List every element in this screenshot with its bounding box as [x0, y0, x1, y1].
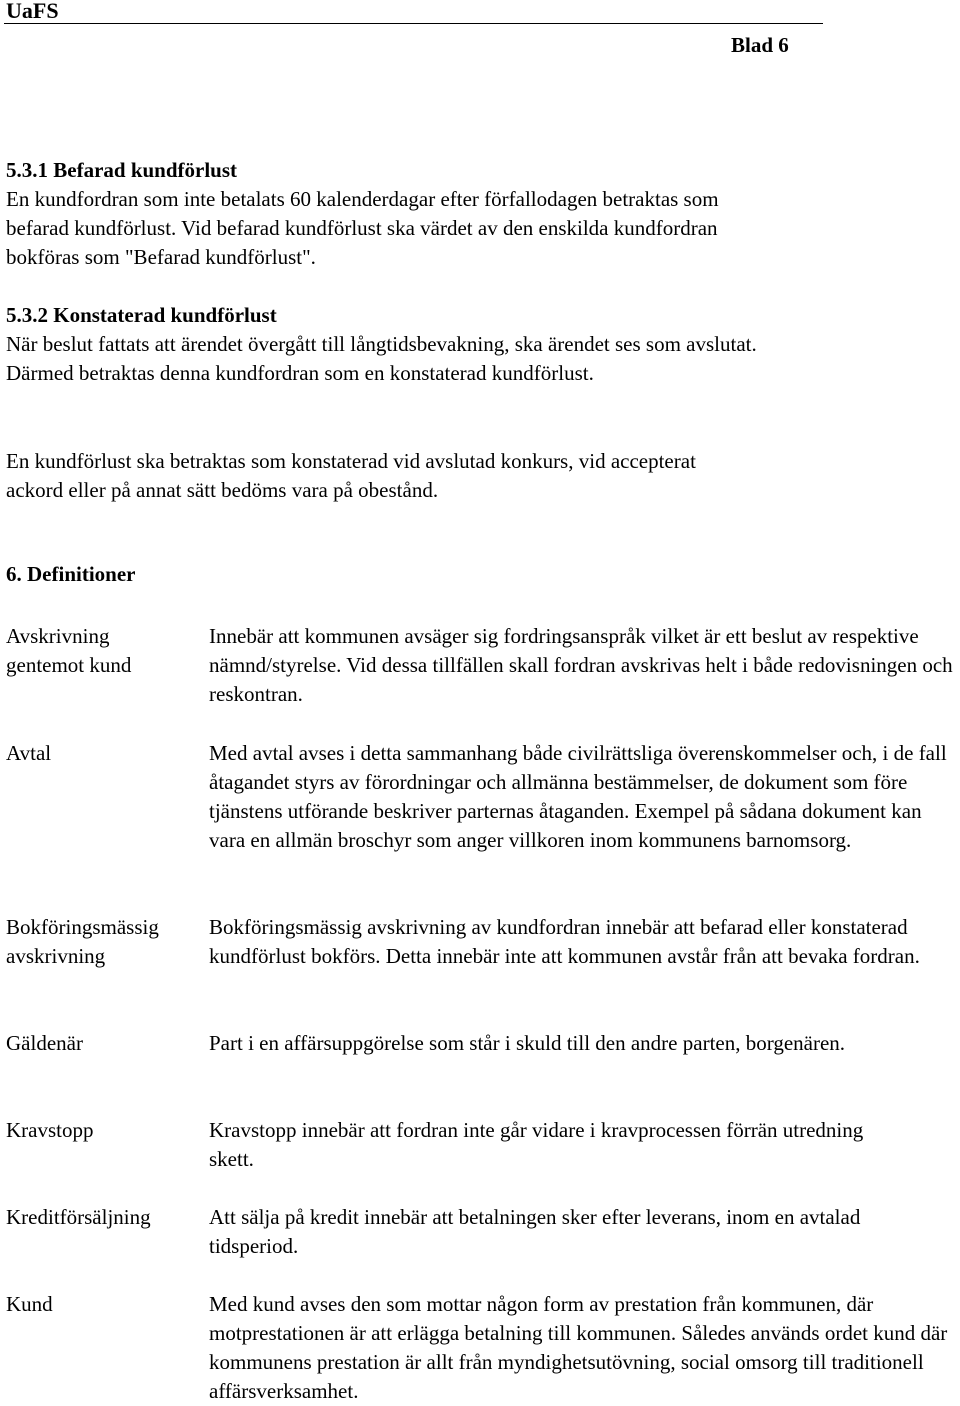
- header-rule: [4, 23, 823, 24]
- section-paragraph: En kundfordran som inte betalats 60 kalenderdagar efter förfallodagen betraktas som befarad kundförlust. Vid befarad kundförlust ska värdet av den enskilda kundfordran bokföras som "Befarad kundförlust".: [6, 187, 719, 269]
- section-6: [6, 560, 906, 589]
- definition-text: Med avtal avses i detta sammanhang både civilrättsliga överenskommelser och, i de fall åtagandet styrs av förordningar och allmänna bestämmelser, de dokument som före tjänstens utförande beskriver parternas åtaganden. Exempel på sådana dokument kan vara en allmän broschyr som anger villkoren inom kommunens barnomsorg.: [209, 741, 947, 852]
- section-5-3-1: [6, 156, 726, 272]
- page-number: Blad 6: [731, 33, 789, 57]
- definition-text: Kravstopp innebär att fordran inte går vidare i kravprocessen förrän utredning skett.: [209, 1118, 864, 1171]
- section-5-3-2-paragraph-2: [6, 447, 726, 505]
- definition-text: Med kund avses den som mottar någon form av prestation från kommunen, där motprestationen är att erlägga betalning till kommunen. Således används ordet kund där kommunens prestation är allt från myndighetsutövning, social omsorg till traditionell affärsverksamhet.: [209, 1292, 948, 1403]
- definition-term: Avskrivning gentemot kund: [6, 624, 132, 677]
- section-paragraph: När beslut fattats att ärendet övergått till långtidsbevakning, ska ärendet ses som avslutat. Därmed betraktas denna kundfordran som en konstaterad kundförlust.: [6, 332, 757, 385]
- definition-text: Part i en affärsuppgörelse som står i skuld till den andre parten, borgenären.: [209, 1031, 846, 1055]
- section-heading: 6. Definitioner: [6, 562, 136, 586]
- definition-text: Bokföringsmässig avskrivning av kundfordran innebär att befarad eller konstaterad kundförlust bokförs. Detta innebär inte att kommunen avstår från att bevaka fordran.: [209, 915, 920, 968]
- section-heading: 5.3.1 Befarad kundförlust: [6, 158, 238, 182]
- definition-text: Innebär att kommunen avsäger sig fordringsanspråk vilket är ett beslut av respektive nämnd/styrelse. Vid dessa tillfällen skall fordran avskrivas helt i både redovisningen och reskontran.: [209, 624, 953, 706]
- document-header-org: UaFS: [6, 0, 59, 23]
- section-paragraph: En kundförlust ska betraktas som konstaterad vid avslutad konkurs, vid accepterat ackord eller på annat sätt bedöms vara på obestånd.: [6, 449, 696, 502]
- definition-term: Kreditförsäljning: [6, 1205, 151, 1229]
- definition-term: Avtal: [6, 741, 52, 765]
- definition-term: Kravstopp: [6, 1118, 94, 1142]
- definition-term: Gäldenär: [6, 1031, 83, 1055]
- definition-term: Kund: [6, 1292, 53, 1316]
- definition-text: Att sälja på kredit innebär att betalningen sker efter leverans, inom en avtalad tidsperiod.: [209, 1205, 861, 1258]
- section-heading: 5.3.2 Konstaterad kundförlust: [6, 303, 277, 327]
- section-5-3-2: [6, 301, 766, 388]
- definition-term: Bokföringsmässig avskrivning: [6, 915, 159, 968]
